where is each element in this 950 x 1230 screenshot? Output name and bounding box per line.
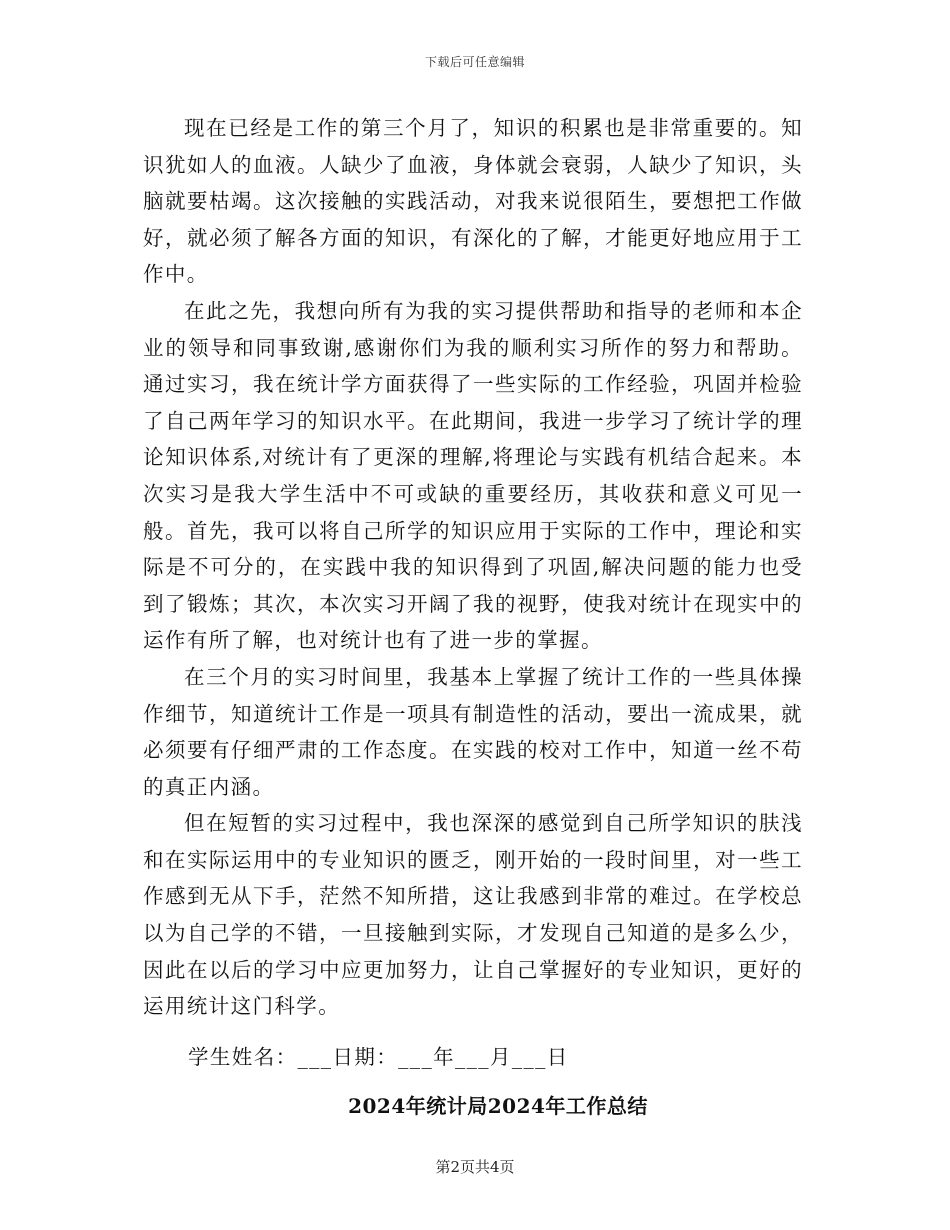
page-footer: 第2页共4页 <box>435 1158 515 1176</box>
paragraph-2: 在此之先，我想向所有为我的实习提供帮助和指导的老师和本企业的领导和同事致谢,感谢你们为我的顺利实习所作的努力和帮助。通过实习，我在统计学方面获得了一些实际的工作经验，巩固并检验了自己两年学习的知识水平。在此期间，我进一步学习了统计学的理论知识体系,对统计有了更深的理解,将理论与实践有机结合起来。本次实习是我大学生活中不可或缺的重要经历，其收获和意义可见一般。首先，我可以将自己所学的知识应用于实际的工作中，理论和实际是不可分的，在实践中我的知识得到了巩固,解决问题的能力也受到了锻炼；其次，本次实习开阔了我的视野，使我对统计在现实中的运作有所了解，也对统计也有了进一步的掌握。 <box>143 298 803 653</box>
signature-line: 学生姓名：___日期：___年___月___日 <box>188 1045 569 1069</box>
next-section-title: 2024年统计局2024年工作总结 <box>348 1094 648 1118</box>
paragraph-4: 但在短暂的实习过程中，我也深深的感觉到自己所学知识的肤浅和在实际运用中的专业知识的匮乏，刚开始的一段时间里，对一些工作感到无从下手，茫然不知所措，这让我感到非常的难过。在学校总以为自己学的不错，一旦接触到实际，才发现自己知道的是多么少，因此在以后的学习中应更加努力，让自己掌握好的专业知识，更好的运用统计这门科学。 <box>143 811 803 1019</box>
paragraph-3: 在三个月的实习时间里，我基本上掌握了统计工作的一些具体操作细节，知道统计工作是一项具有制造性的活动，要出一流成果，就必须要有仔细严肃的工作态度。在实践的校对工作中，知道一丝不苟的真正内涵。 <box>143 664 803 799</box>
page-header-note: 下载后可任意编辑 <box>424 55 525 69</box>
body-text <box>143 110 803 1025</box>
paragraph-1: 现在已经是工作的第三个月了，知识的积累也是非常重要的。知识犹如人的血液。人缺少了血液，身体就会衰弱，人缺少了知识，头脑就要枯竭。这次接触的实践活动，对我来说很陌生，要想把工作做好，就必须了解各方面的知识，有深化的了解，才能更好地应用于工作中。 <box>143 116 803 287</box>
